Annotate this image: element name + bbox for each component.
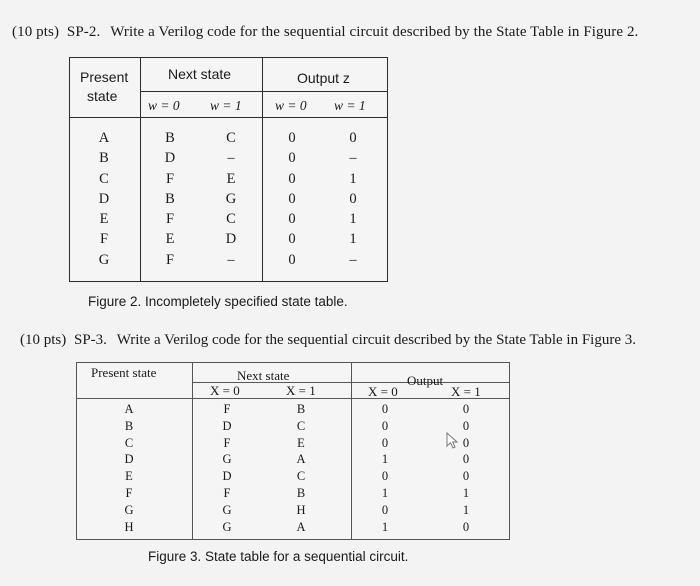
cell: 1 [381, 485, 389, 500]
cell: C [99, 170, 109, 187]
out-x1-header: X = 1 [451, 384, 481, 399]
output-z-header: Output z [297, 70, 350, 86]
cell: 1 [349, 231, 357, 248]
cell: C [226, 211, 236, 228]
cell: 1 [381, 519, 389, 534]
next-w1-header: w = 1 [210, 98, 242, 113]
out-w0-column [282, 128, 302, 270]
cell: A [98, 130, 110, 146]
cell: G [222, 519, 232, 534]
cell: G [225, 190, 237, 207]
mouse-pointer-icon [446, 432, 460, 450]
present-state-header: Present state [91, 365, 157, 380]
cell: G [124, 502, 134, 517]
cell: C [226, 130, 236, 146]
cell: 0 [381, 402, 389, 416]
cell: 0 [381, 469, 389, 484]
next-x1-column [291, 401, 311, 535]
cell: D [225, 231, 237, 248]
cell: E [99, 211, 109, 228]
out-x0-column [375, 401, 395, 535]
cell: D [124, 452, 134, 467]
next-w1-column [221, 128, 241, 270]
cell: 0 [349, 130, 357, 146]
cell: 1 [381, 452, 389, 467]
out-w1-header: w = 1 [334, 98, 366, 113]
table-rule [70, 117, 387, 118]
cell: B [99, 150, 109, 167]
cell: F [165, 251, 175, 268]
cell: B [165, 190, 175, 207]
cell: 0 [462, 469, 470, 484]
cell: E [125, 469, 133, 484]
cell: A [124, 402, 134, 416]
cell: – [227, 150, 235, 167]
next-w0-column [160, 128, 180, 270]
cell: A [296, 519, 306, 534]
out-w0-header: w = 0 [275, 98, 307, 113]
cell: D [164, 150, 176, 167]
cell: G [222, 452, 232, 467]
out-x0-header: X = 0 [368, 384, 398, 399]
cell: 0 [288, 211, 296, 228]
cell: E [226, 170, 236, 187]
present-state-header: Present [80, 69, 129, 85]
cell: H [296, 502, 306, 517]
next-w0-header: w = 0 [148, 98, 180, 113]
table-rule [192, 363, 193, 539]
figure2-caption: Figure 2. Incompletely specified state table. [88, 294, 348, 309]
cell: 1 [349, 170, 357, 187]
present-state-column [119, 401, 139, 535]
cell: 0 [381, 435, 389, 450]
cell: H [124, 519, 134, 534]
cell: F [223, 435, 231, 450]
cell: 0 [462, 452, 470, 467]
cell: 0 [288, 231, 296, 248]
table-rule [262, 58, 263, 281]
question-sp3 [20, 332, 636, 349]
cell: 0 [462, 435, 470, 450]
out-x1-column [456, 401, 476, 535]
question-sp3-text: Write a Verilog code for the sequential circuit described by the State Table in Figure 3. [116, 332, 636, 348]
cell: 0 [381, 502, 389, 517]
cell: F [165, 211, 175, 228]
cell: E [297, 435, 305, 450]
cell: 0 [462, 519, 470, 534]
cell: 1 [462, 485, 470, 500]
next-x0-column [217, 401, 237, 535]
cell: – [227, 251, 235, 268]
cell: C [296, 418, 306, 433]
cell: C [124, 435, 134, 450]
question-sp3-points: (10 pts) [20, 332, 67, 348]
present-state-column [94, 128, 114, 270]
cell: 0 [462, 402, 470, 416]
out-w1-column [343, 128, 363, 270]
cell: 0 [288, 251, 296, 268]
cell: D [222, 418, 232, 433]
cell: E [165, 231, 175, 248]
present-state-header-line2: state [87, 88, 118, 104]
cell: 1 [462, 502, 470, 517]
output-header: Output [407, 373, 444, 388]
figure3-caption: Figure 3. State table for a sequential circuit. [148, 549, 409, 564]
cell: B [296, 402, 306, 416]
cell: F [125, 485, 133, 500]
next-state-header: Next state [168, 66, 232, 82]
table-rule [140, 58, 141, 281]
cell: 0 [288, 170, 296, 187]
next-state-header: Next state [237, 368, 290, 383]
cell: 0 [288, 190, 296, 207]
cell: B [296, 485, 306, 500]
cell: F [99, 231, 109, 248]
cell: 0 [381, 418, 389, 433]
cell: F [165, 170, 175, 187]
cell: 1 [349, 211, 357, 228]
question-sp3-id: SP-3. [74, 332, 107, 348]
cell: F [223, 402, 231, 416]
cell: D [98, 190, 110, 207]
question-sp2-text: Write a Verilog code for the sequential circuit described by the State Table in Figure 2. [110, 24, 639, 40]
cell: F [223, 485, 231, 500]
cell: D [222, 469, 232, 484]
cell: G [222, 502, 232, 517]
question-sp2 [12, 24, 638, 41]
table-rule [351, 363, 352, 539]
cell: – [349, 150, 357, 167]
cell: 0 [288, 150, 296, 167]
cell: – [349, 251, 357, 268]
figure3-state-table [76, 362, 510, 540]
next-x1-header: X = 1 [286, 383, 316, 398]
figure2-state-table [69, 57, 388, 282]
next-x0-header: X = 0 [210, 383, 240, 398]
cell: C [296, 469, 306, 484]
question-sp2-points: (10 pts) [12, 24, 60, 40]
cell: 0 [288, 130, 296, 146]
cell: B [124, 418, 134, 433]
cell: 0 [462, 418, 470, 433]
cell: B [165, 130, 175, 146]
cell: G [98, 251, 110, 268]
question-sp2-id: SP-2. [66, 24, 101, 40]
table-rule [141, 91, 387, 92]
cell: A [296, 452, 306, 467]
cell: 0 [349, 190, 357, 207]
